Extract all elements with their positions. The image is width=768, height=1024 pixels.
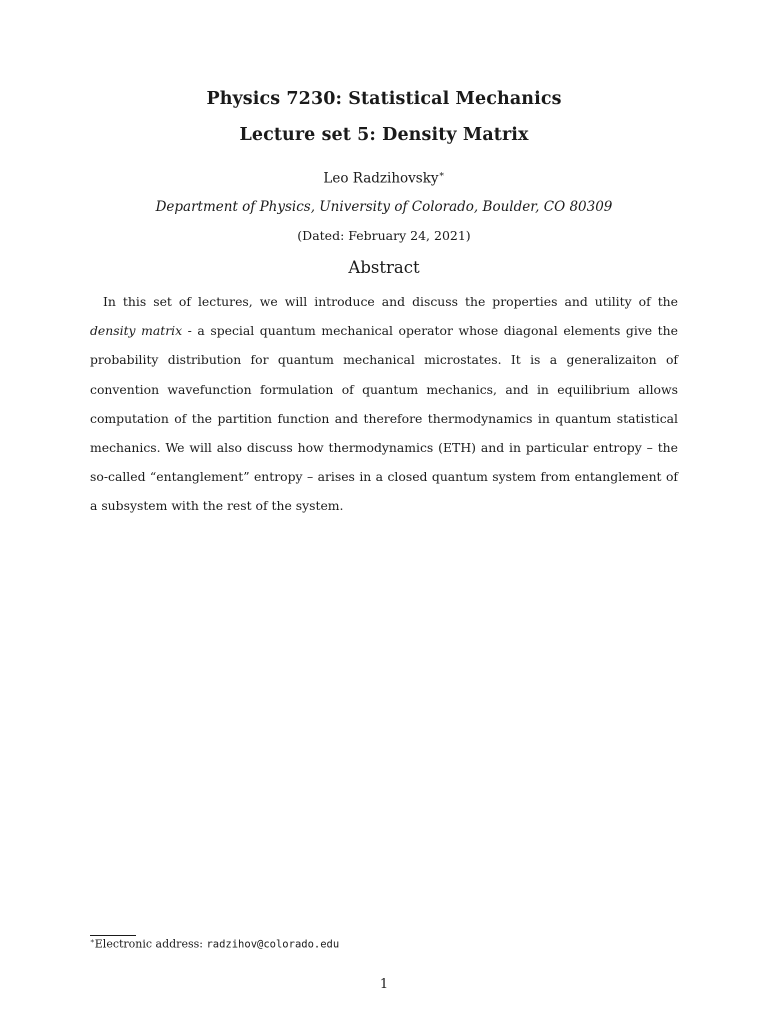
footnote-label: Electronic address: [94, 937, 207, 951]
page-number: 1 [379, 977, 389, 992]
paper-title-line2: Lecture set 5: Density Matrix [239, 125, 529, 145]
paper-title-line1: Physics 7230: Statistical Mechanics [206, 89, 562, 109]
abstract-body [90, 287, 678, 521]
author-footnote-mark: ∗ [438, 170, 445, 180]
footnote-email-link[interactable]: radzihov@colorado.edu [206, 938, 340, 951]
abstract-heading: Abstract [348, 258, 420, 277]
author-line [0, 170, 768, 187]
date-line: (Dated: February 24, 2021) [297, 228, 471, 243]
footnote [90, 937, 339, 951]
footnote-mark: ∗ [90, 937, 95, 945]
abstract-emphasis: density matrix [90, 323, 183, 339]
abstract-text-rest: - a special quantum mechanical operator whose diagonal elements give the probability distribution for quantum mechanical microstates. It is a generalizaiton of convention wavefunction formulation of quantum mechanics, and in equilibrium allows computation of the partition function and therefore thermodynamics in quantum statistical mechanics. We will also discuss how thermodynamics (ETH) and in particular entropy – the so-called “entanglement” entropy – arises in a closed quantum system from entanglement of a subsystem with the rest of the system. [90, 323, 678, 514]
abstract-text-start: In this set of lectures, we will introduce and discuss the properties and utility of the [103, 294, 678, 309]
affiliation: Department of Physics, University of Colorado, Boulder, CO 80309 [155, 199, 613, 215]
footnote-rule [90, 935, 136, 936]
author-name: Leo Radzihovsky [323, 170, 439, 187]
